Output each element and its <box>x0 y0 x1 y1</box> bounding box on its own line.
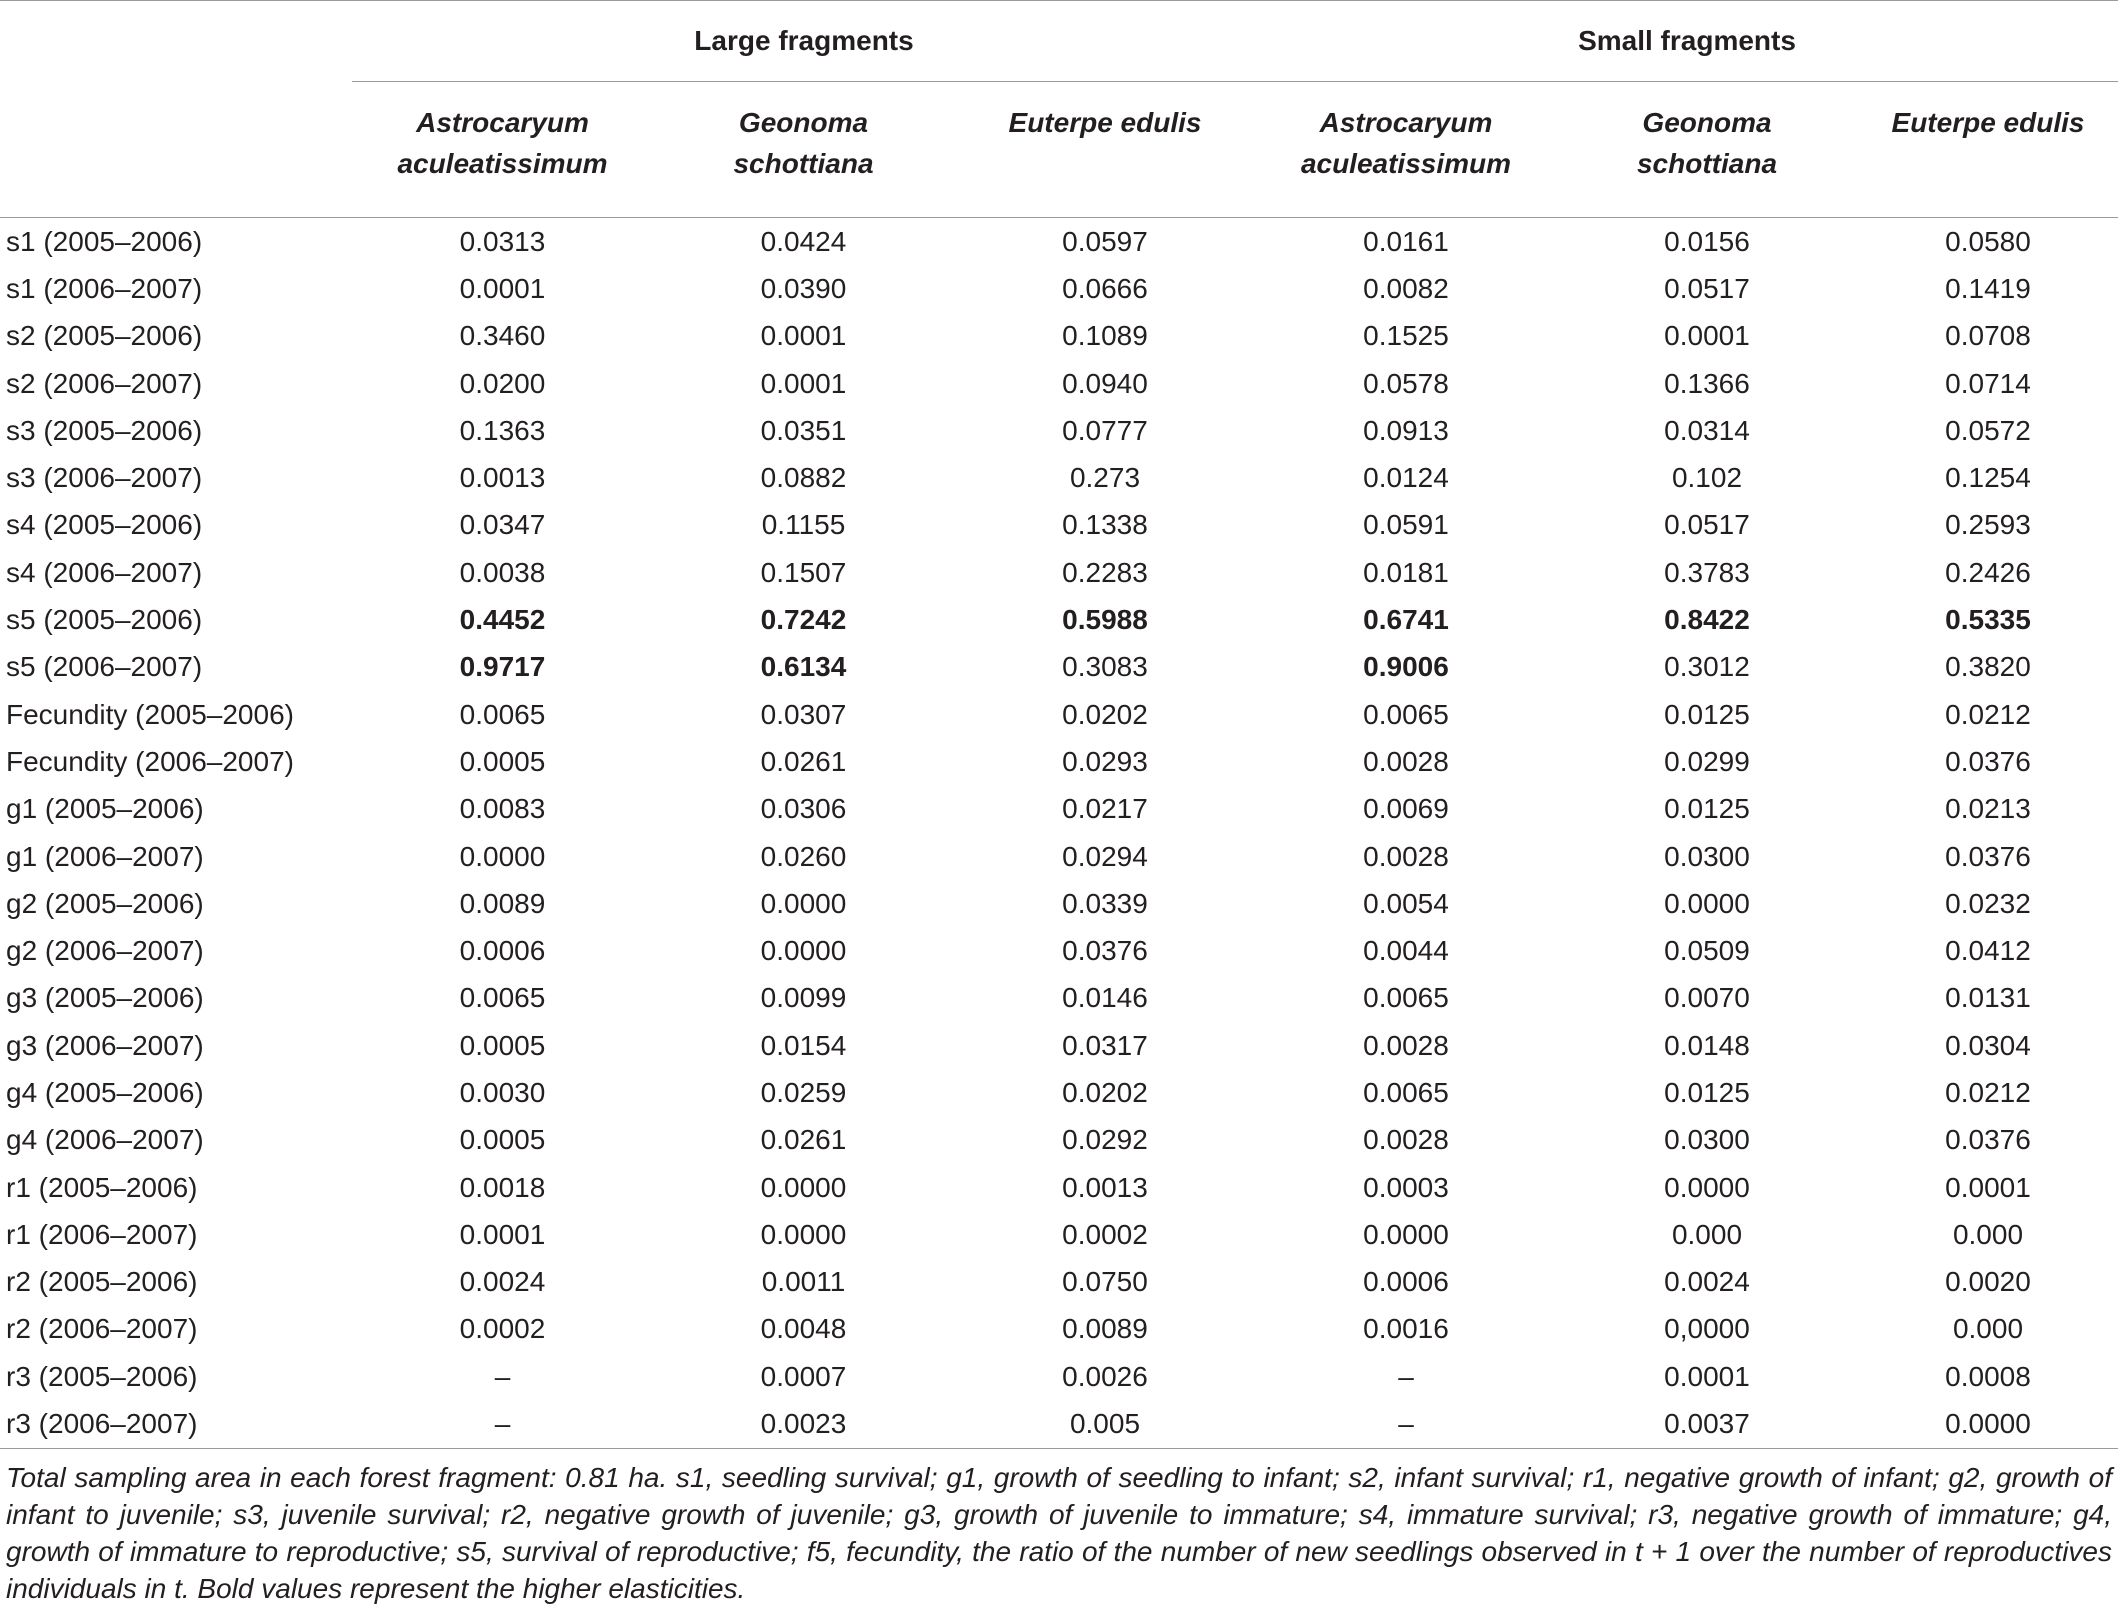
table-cell: 0.0376 <box>1945 840 2031 872</box>
table-cell: 0.3012 <box>1664 651 1750 683</box>
table-cell: 0.005 <box>954 1400 1256 1448</box>
table-cell: 0.0313 <box>459 225 546 257</box>
table-cell: 0.2426 <box>1945 556 2031 588</box>
table-cell: 0.9717 <box>459 651 546 683</box>
table-cell: 0.6741 <box>1363 604 1449 636</box>
table-cell: 0.0300 <box>1664 840 1750 872</box>
table-cell: 0.1089 <box>1062 320 1148 352</box>
table-cell: 0.0232 <box>1945 887 2031 919</box>
table-cell: 0.0156 <box>1664 225 1750 257</box>
table-cell: 0.0000 <box>1664 887 1750 919</box>
row-label: s5 (2005–2006) <box>6 604 203 636</box>
table-cell: 0.0131 <box>1945 982 2031 1014</box>
row-label: r1 (2006–2007) <box>6 1218 198 1250</box>
table-cell: 0.1419 <box>1945 272 2031 304</box>
table-cell: 0.0213 <box>1945 793 2031 825</box>
table-cell: 0.0048 <box>760 1313 847 1345</box>
table-cell: 0.0580 <box>1945 225 2031 257</box>
table-cell: 0.3783 <box>1664 556 1750 588</box>
table-cell: 0.0300 <box>1664 1124 1750 1156</box>
table-row <box>0 1259 2118 1306</box>
table-row <box>0 218 2118 266</box>
table-cell: 0.0013 <box>459 462 546 494</box>
table-cell: 0.0000 <box>760 1218 847 1250</box>
table-cell: 0.0020 <box>1945 1266 2031 1298</box>
table-row <box>0 1069 2118 1116</box>
table-cell: – <box>1398 1360 1414 1392</box>
species-header: Euterpe edulis <box>1858 82 2118 218</box>
table-cell: 0.0572 <box>1945 414 2031 446</box>
table-cell: 0.0306 <box>760 793 847 825</box>
table-cell: 0.0065 <box>459 698 546 730</box>
table-cell: 0.0001 <box>760 320 847 352</box>
table-cell: 0.0299 <box>1664 745 1750 777</box>
table-cell: 0.0161 <box>1363 225 1449 257</box>
table-cell: 0.6134 <box>760 651 847 683</box>
table-cell: 0.0001 <box>1664 320 1750 352</box>
table-cell: 0.0597 <box>1062 225 1148 257</box>
table-cell: 0.0708 <box>1945 320 2031 352</box>
row-label: s1 (2005–2006) <box>6 225 203 257</box>
table-cell: 0.0777 <box>1062 414 1148 446</box>
group-header-row <box>0 1 2118 82</box>
table-cell: 0.0202 <box>1062 1076 1148 1108</box>
table-cell: 0.0347 <box>459 509 546 541</box>
table-cell: 0.1338 <box>1062 509 1148 541</box>
table-cell: 0.0028 <box>1363 745 1449 777</box>
row-label: r3 (2006–2007) <box>0 1400 352 1448</box>
table-cell: 0.0339 <box>1062 887 1148 919</box>
table-cell: 0.0024 <box>1664 1266 1750 1298</box>
row-label: s5 (2006–2007) <box>6 651 203 683</box>
table-row <box>0 833 2118 880</box>
row-label: g1 (2006–2007) <box>6 840 204 872</box>
table-cell: 0.0001 <box>459 1218 546 1250</box>
table-cell: 0.0125 <box>1664 698 1750 730</box>
table-cell: 0.0351 <box>760 414 847 446</box>
table-cell: 0.3820 <box>1945 651 2031 683</box>
table-cell: 0.1366 <box>1664 367 1750 399</box>
table-cell: 0.0000 <box>1664 1171 1750 1203</box>
table-cell: 0.2593 <box>1945 509 2031 541</box>
table-cell: 0.0065 <box>459 982 546 1014</box>
table-row <box>0 1400 2118 1448</box>
species-header: Astrocaryum aculeatissimum <box>352 82 653 218</box>
table-body <box>0 218 2118 1449</box>
table-row <box>0 880 2118 927</box>
row-label: g2 (2005–2006) <box>6 887 204 919</box>
table-cell: 0.0154 <box>760 1029 847 1061</box>
table-cell: 0.0000 <box>459 840 546 872</box>
table-cell: 0.0882 <box>760 462 847 494</box>
table-row <box>0 644 2118 691</box>
table-cell: 0.0509 <box>1664 935 1750 967</box>
table-row <box>0 975 2118 1022</box>
group-header-large: Large fragments <box>694 25 914 56</box>
table-cell: 0.0002 <box>1062 1218 1148 1250</box>
table-cell: 0.0037 <box>1556 1400 1858 1448</box>
table-cell: 0.0292 <box>1062 1124 1148 1156</box>
table-cell: 0.4452 <box>459 604 546 636</box>
table-cell: 0.0000 <box>1363 1218 1449 1250</box>
table-cell: 0.0089 <box>1062 1313 1148 1345</box>
table-row <box>0 1353 2118 1400</box>
table-cell: 0.0591 <box>1363 509 1449 541</box>
row-label: g3 (2006–2007) <box>6 1029 204 1061</box>
table-cell: 0.273 <box>1069 462 1141 494</box>
table-row <box>0 1306 2118 1353</box>
table-row <box>0 786 2118 833</box>
row-label-header <box>0 1 352 82</box>
row-label: r3 (2005–2006) <box>6 1360 198 1392</box>
table-cell: 0.0001 <box>1664 1360 1750 1392</box>
row-label: s3 (2005–2006) <box>6 414 203 446</box>
table-cell: 0.0001 <box>1945 1171 2031 1203</box>
table-cell: 0.3083 <box>1062 651 1148 683</box>
table-cell: 0.0083 <box>459 793 546 825</box>
table-cell: 0.000 <box>1952 1313 2024 1345</box>
table-cell: 0.0124 <box>1363 462 1449 494</box>
species-header-row <box>0 82 2118 218</box>
table-row <box>0 1164 2118 1211</box>
table-cell: 0.0082 <box>1363 272 1449 304</box>
table-cell: 0.0028 <box>1363 1029 1449 1061</box>
table-cell: 0.0000 <box>760 935 847 967</box>
table-row <box>0 313 2118 360</box>
table-cell: 0.8422 <box>1664 604 1750 636</box>
table-cell: 0.5335 <box>1945 604 2031 636</box>
table-cell: 0.0005 <box>459 1124 546 1156</box>
table-cell: 0.0007 <box>760 1360 847 1392</box>
table-cell: – <box>1256 1400 1556 1448</box>
table-cell: 0.0200 <box>459 367 546 399</box>
table-row <box>0 407 2118 454</box>
row-label: g4 (2005–2006) <box>6 1076 204 1108</box>
table-cell: 0.3460 <box>459 320 546 352</box>
table-cell: 0.0000 <box>760 1171 847 1203</box>
row-label: g1 (2005–2006) <box>6 793 204 825</box>
row-label: r2 (2005–2006) <box>6 1266 198 1298</box>
table-cell: 0.0146 <box>1062 982 1148 1014</box>
table-cell: 0.0026 <box>1062 1360 1148 1392</box>
table-cell: 0.0293 <box>1062 745 1148 777</box>
table-cell: 0.0008 <box>1945 1360 2031 1392</box>
table-cell: 0.1155 <box>761 509 846 541</box>
table-cell: 0.0005 <box>459 745 546 777</box>
table-cell: 0.0714 <box>1945 367 2031 399</box>
group-header-small: Small fragments <box>1578 25 1796 56</box>
table-cell: 0.102 <box>1671 462 1743 494</box>
table-cell: 0.0125 <box>1664 793 1750 825</box>
table-cell: 0.0001 <box>760 367 847 399</box>
row-label: r1 (2005–2006) <box>6 1171 198 1203</box>
table-cell: 0.0666 <box>1062 272 1148 304</box>
table-cell: 0.0065 <box>1363 698 1449 730</box>
table-cell: 0.1507 <box>760 556 847 588</box>
table-cell: 0.0217 <box>1062 793 1148 825</box>
row-label: s2 (2005–2006) <box>6 320 203 352</box>
table-cell: 0.0307 <box>760 698 847 730</box>
table-cell: 0.0261 <box>760 1124 847 1156</box>
table-cell: 0.0181 <box>1363 556 1449 588</box>
table-cell: 0.0412 <box>1945 935 2031 967</box>
table-cell: 0.0125 <box>1664 1076 1750 1108</box>
table-cell: 0,0000 <box>1664 1313 1750 1345</box>
table-cell: 0.1525 <box>1363 320 1449 352</box>
table-cell: 0.0006 <box>1363 1266 1449 1298</box>
row-label: g2 (2006–2007) <box>6 935 204 967</box>
table-cell: 0.0011 <box>761 1266 846 1298</box>
table-cell: 0.0038 <box>459 556 546 588</box>
row-label: r2 (2006–2007) <box>6 1313 198 1345</box>
table-cell: 0.0424 <box>760 225 847 257</box>
table-cell: 0.0000 <box>760 887 847 919</box>
table-cell: 0.5988 <box>1062 604 1148 636</box>
table-row <box>0 1022 2118 1069</box>
species-header: Geonoma schottiana <box>1556 82 1858 218</box>
table-cell: 0.0069 <box>1363 793 1449 825</box>
table-cell: 0.0006 <box>459 935 546 967</box>
table-cell: 0.0001 <box>459 272 546 304</box>
table-cell: 0.0028 <box>1363 840 1449 872</box>
table-row <box>0 927 2118 974</box>
table-cell: 0.0024 <box>459 1266 546 1298</box>
row-label: s4 (2005–2006) <box>6 509 203 541</box>
table-row <box>0 265 2118 312</box>
table-cell: 0.0314 <box>1664 414 1750 446</box>
table-cell: 0.0294 <box>1062 840 1148 872</box>
table-cell: 0.0578 <box>1363 367 1449 399</box>
table-cell: 0.0517 <box>1664 272 1750 304</box>
table-cell: 0.000 <box>1952 1218 2024 1250</box>
row-label: s1 (2006–2007) <box>6 272 203 304</box>
table-cell: 0.0261 <box>760 745 847 777</box>
table-cell: 0.0940 <box>1062 367 1148 399</box>
table-cell: – <box>494 1360 511 1392</box>
table-cell: 0.1363 <box>459 414 546 446</box>
table-row <box>0 549 2118 596</box>
table-cell: 0.0376 <box>1945 1124 2031 1156</box>
table-cell: 0.0089 <box>459 887 546 919</box>
table-cell: 0.0317 <box>1062 1029 1148 1061</box>
row-label: g4 (2006–2007) <box>6 1124 204 1156</box>
table-row <box>0 738 2118 785</box>
table-cell: 0.0304 <box>1945 1029 2031 1061</box>
table-cell: 0.0376 <box>1945 745 2031 777</box>
table-cell: 0.0099 <box>760 982 847 1014</box>
table-cell: 0.0003 <box>1363 1171 1449 1203</box>
table-footnote: Total sampling area in each forest fragment: 0.81 ha. s1, seedling survival; g1, growth of seedling to infant; s2, infant survival; r1, negative growth of infant; g2, growth of infant to juvenile; s3, juvenile survival; r2, negative growth of juvenile; g3, growth of juvenile to immature; s4, immature survival; r3, negative growth of immature; g4, growth of immature to reproductive; s5, survival of reproductive; f5, fecundity, the ratio of the number of new seedlings observed in t + 1 over the number of reproductives individuals in t. Bold values represent the higher elasticities. <box>6 1461 2112 1604</box>
table-cell: 0.0023 <box>653 1400 954 1448</box>
table-row <box>0 1117 2118 1164</box>
table-cell: 0.0259 <box>760 1076 847 1108</box>
table-cell: 0.0005 <box>459 1029 546 1061</box>
table-cell: 0.0054 <box>1363 887 1449 919</box>
table-row <box>0 454 2118 501</box>
species-header: Geonoma schottiana <box>653 82 954 218</box>
table-cell: 0.0016 <box>1363 1313 1449 1345</box>
table-cell: 0.0913 <box>1363 414 1449 446</box>
row-label: s4 (2006–2007) <box>6 556 203 588</box>
table-cell: 0.000 <box>1671 1218 1743 1250</box>
table-row <box>0 1211 2118 1258</box>
table-cell: 0.0517 <box>1664 509 1750 541</box>
table-cell: 0.9006 <box>1363 651 1449 683</box>
table-cell: 0.0028 <box>1363 1124 1449 1156</box>
table-cell: 0.0044 <box>1363 935 1449 967</box>
row-label: s2 (2006–2007) <box>6 367 203 399</box>
table-cell: 0.0202 <box>1062 698 1148 730</box>
table-cell: 0.0002 <box>459 1313 546 1345</box>
table-cell: 0.0065 <box>1363 1076 1449 1108</box>
table-cell: 0.2283 <box>1062 556 1148 588</box>
table-cell: 0.0000 <box>1858 1400 2118 1448</box>
table-cell: 0.0018 <box>459 1171 546 1203</box>
table-cell: 0.0390 <box>760 272 847 304</box>
table-cell: 0.7242 <box>760 604 847 636</box>
table-row <box>0 691 2118 738</box>
table-cell: 0.0148 <box>1664 1029 1750 1061</box>
table-cell: 0.1254 <box>1945 462 2031 494</box>
table-row <box>0 360 2118 407</box>
row-label: Fecundity (2006–2007) <box>6 745 294 777</box>
table-cell: 0.0376 <box>1062 935 1148 967</box>
table-cell: – <box>352 1400 653 1448</box>
table-cell: 0.0065 <box>1363 982 1449 1014</box>
table-cell: 0.0070 <box>1664 982 1750 1014</box>
table-cell: 0.0750 <box>1062 1266 1148 1298</box>
table-cell: 0.0013 <box>1062 1171 1148 1203</box>
row-label: Fecundity (2005–2006) <box>6 698 294 730</box>
table-cell: 0.0212 <box>1945 1076 2031 1108</box>
table-row <box>0 596 2118 643</box>
table-cell: 0.0030 <box>459 1076 546 1108</box>
row-label: s3 (2006–2007) <box>6 462 203 494</box>
row-label: g3 (2005–2006) <box>6 982 204 1014</box>
species-header: Euterpe edulis <box>954 82 1256 218</box>
species-header: Astrocaryum aculeatissimum <box>1256 82 1556 218</box>
table-cell: 0.0212 <box>1945 698 2031 730</box>
table-row <box>0 502 2118 549</box>
table-cell: 0.0260 <box>760 840 847 872</box>
